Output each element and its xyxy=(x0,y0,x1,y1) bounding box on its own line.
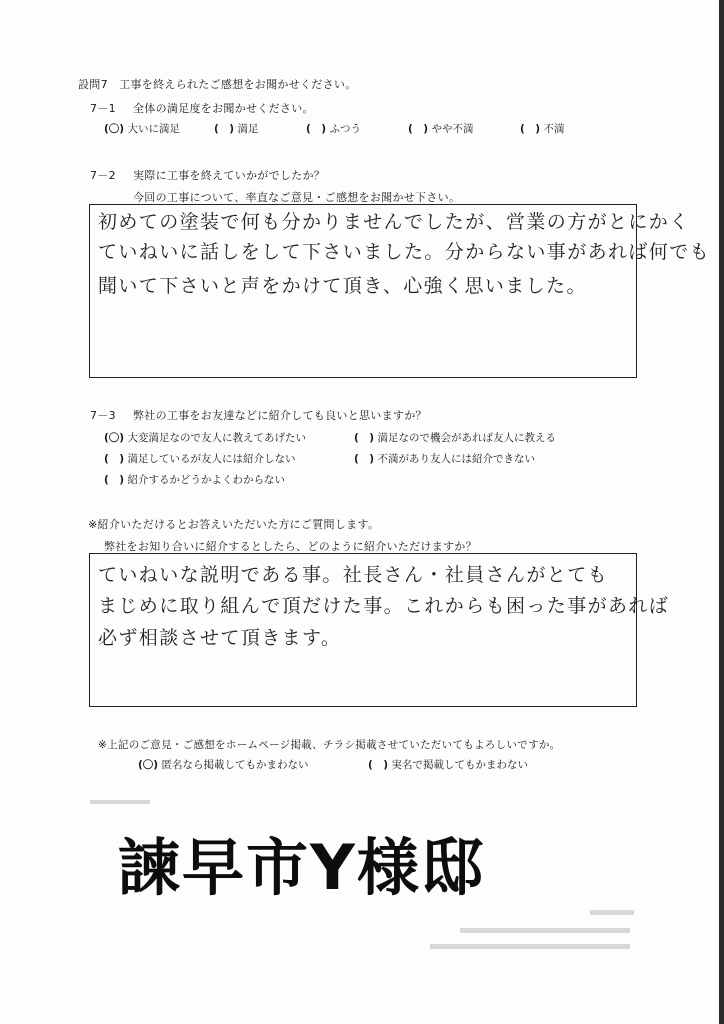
option-mark: (〇) xyxy=(104,123,125,135)
option-label: 不満があり友人には紹介できない xyxy=(377,453,535,465)
q7-3-number: 7－3 xyxy=(90,409,116,422)
referral-option[interactable] xyxy=(354,451,535,466)
referral-option[interactable] xyxy=(104,430,306,445)
q7-1-number: 7－1 xyxy=(90,102,116,115)
handwritten-line: 初めての塗装で何も分かりませんでしたが、営業の方がとにかく xyxy=(98,211,690,233)
satisfaction-option[interactable] xyxy=(520,121,564,136)
option-mark: ( ) xyxy=(354,432,375,444)
referral-note: ※紹介いただけるとお答えいただいた方にご質問します。 xyxy=(88,518,380,531)
publish-note: ※上記のご意見・ご感想をホームページ掲載、チラシ掲載させていただいてもよろしいですか。 xyxy=(98,739,561,751)
referral-option[interactable] xyxy=(104,451,295,466)
satisfaction-option[interactable] xyxy=(104,121,180,136)
publish-option[interactable] xyxy=(138,757,308,772)
option-mark: ( ) xyxy=(354,453,375,465)
option-label: ふつう xyxy=(329,123,361,135)
option-label: やや不満 xyxy=(431,123,474,135)
satisfaction-option[interactable] xyxy=(408,121,473,136)
option-mark: ( ) xyxy=(104,474,125,486)
option-label: 紹介するかどうかよくわからない xyxy=(127,474,285,486)
impression-answer-box[interactable] xyxy=(89,204,711,378)
option-mark: (〇) xyxy=(138,759,159,771)
referral-question: 弊社をお知り合いに紹介するとしたら、どのように紹介いただけますか？ xyxy=(104,540,477,553)
q7-2-prompt: 今回の工事について、率直なご意見・ご感想をお聞かせ下さい。 xyxy=(133,191,461,204)
option-mark: ( ) xyxy=(306,123,327,135)
option-label: 不満 xyxy=(543,123,565,135)
scan-artifact xyxy=(90,800,150,804)
referral-answer-box[interactable] xyxy=(89,553,670,707)
q7-2-question: 実際に工事を終えていかがでしたか？ xyxy=(133,169,326,182)
satisfaction-option[interactable] xyxy=(306,121,361,136)
option-label: 満足なので機会があれば友人に教える xyxy=(377,432,556,444)
q7-3-question: 弊社の工事をお友達などに紹介しても良いと思いますか？ xyxy=(133,409,427,422)
handwritten-line: 聞いて下さいと声をかけて頂き、心強く思いました。 xyxy=(98,275,587,297)
handwritten-line: ていねいな説明である事。社長さん・社員さんがとても xyxy=(98,564,609,586)
customer-title: 諫早市Y様邸 xyxy=(118,831,485,904)
option-label: 満足しているが友人には紹介しない xyxy=(127,453,296,465)
satisfaction-option[interactable] xyxy=(214,121,258,136)
option-mark: ( ) xyxy=(214,123,235,135)
referral-option[interactable] xyxy=(104,472,285,487)
publish-option[interactable] xyxy=(368,757,528,772)
option-label: 実名で掲載してもかまわない xyxy=(391,759,528,771)
scan-artifact xyxy=(460,928,630,933)
option-label: 満足 xyxy=(237,123,259,135)
option-label: 匿名なら掲載してもかまわない xyxy=(161,759,309,771)
option-mark: ( ) xyxy=(104,453,125,465)
option-label: 大いに満足 xyxy=(127,123,180,135)
handwritten-line: まじめに取り組んで頂だけた事。これからも困った事があれば xyxy=(98,595,670,617)
question-7-title: 設問7 工事を終えられたご感想をお聞かせください。 xyxy=(78,78,357,91)
q7-2-number: 7－2 xyxy=(90,169,116,182)
scan-edge xyxy=(719,0,724,1024)
q7-1-question: 全体の満足度をお聞かせください。 xyxy=(133,102,314,115)
option-label: 大変満足なので友人に教えてあげたい xyxy=(127,432,306,444)
handwritten-line: ていねいに話しをして下さいました。分からない事があれば何でも xyxy=(98,241,711,263)
option-mark: (〇) xyxy=(104,432,125,444)
handwritten-line: 必ず相談させて頂きます。 xyxy=(98,627,342,649)
option-mark: ( ) xyxy=(520,123,541,135)
option-mark: ( ) xyxy=(368,759,389,771)
referral-option[interactable] xyxy=(354,430,556,445)
scan-artifact xyxy=(590,910,634,915)
scan-artifact xyxy=(430,944,630,949)
option-mark: ( ) xyxy=(408,123,429,135)
